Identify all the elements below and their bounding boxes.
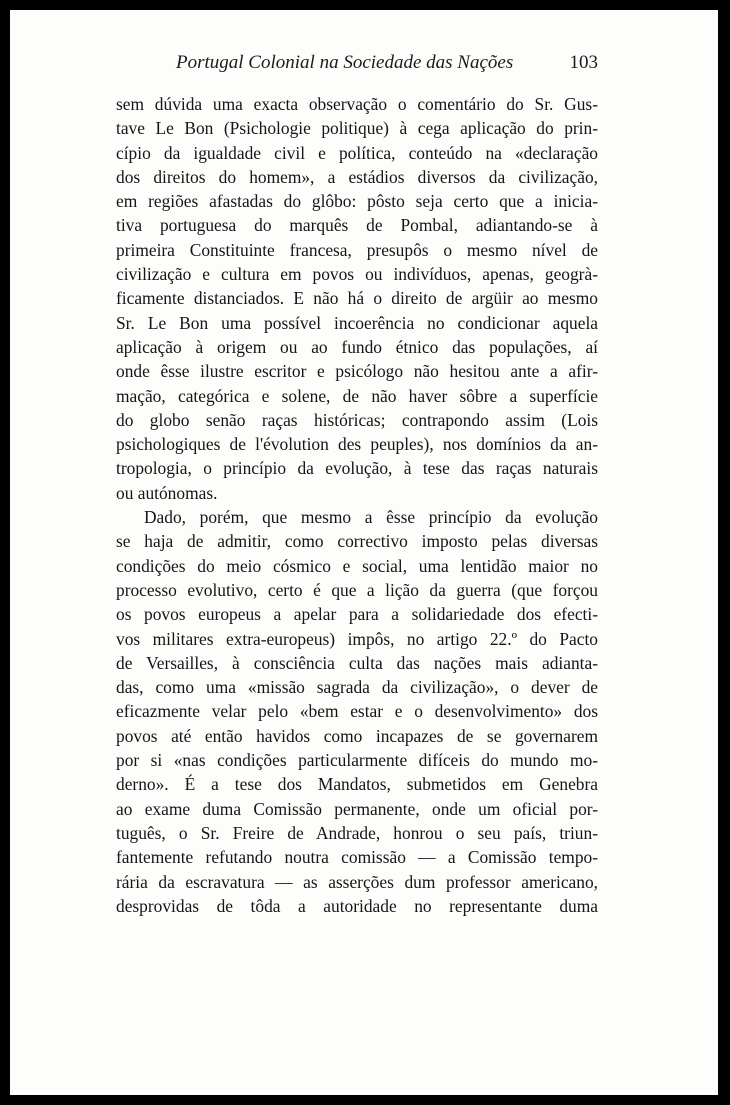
text-line: desprovidas de tôda a autoridade no representante duma <box>116 895 598 916</box>
paragraph <box>116 505 598 918</box>
text-line: Dado, porém, que mesmo a êsse princípio da evolução <box>144 507 598 528</box>
text-line: das, como uma «missão sagrada da civilização», o dever de <box>116 677 598 698</box>
text-line: tropologia, o princípio da evolução, à tese das raças naturais <box>116 458 598 479</box>
text-line: eficazmente velar pelo «bem estar e o desenvolvimento» dos <box>116 701 598 722</box>
text-line: Sr. Le Bon uma possível incoerência no condicionar aquela <box>116 312 598 333</box>
text-line: ao exame duma Comissão permanente, onde um oficial por- <box>116 798 598 819</box>
text-line: sem dúvida uma exacta observação o comentário do Sr. Gus- <box>116 94 598 114</box>
text-line: derno». É a tese dos Mandatos, submetidos em Genebra <box>116 774 598 795</box>
text-line: ficamente distanciados. E não há o direito de argüir ao mesmo <box>116 288 598 309</box>
text-line: tiva portuguesa do marquês de Pombal, adiantando-se à <box>116 215 598 236</box>
text-line: mação, categórica e solene, de não haver sôbre a superfície <box>116 385 598 406</box>
text-line: aplicação à origem ou ao fundo étnico das populações, aí <box>116 336 598 357</box>
text-line: processo evolutivo, certo é que a lição da guerra (que forçou <box>116 579 598 600</box>
text-line: rária da escravatura — as asserções dum professor americano, <box>116 871 598 892</box>
text-line: dos direitos do homem», a estádios diversos da civilização, <box>116 166 598 187</box>
text-line: cípio da igualdade civil e política, conteúdo na «declaração <box>116 142 598 163</box>
text-line: vos militares extra-europeus) impôs, no artigo 22.º do Pacto <box>116 628 598 649</box>
text-line: tave Le Bon (Psichologie politique) à cega aplicação do prin- <box>116 118 598 139</box>
body-text <box>116 92 598 918</box>
text-line: os povos europeus a apelar para a solidariedade dos efecti- <box>116 604 598 625</box>
book-page <box>10 10 718 1095</box>
text-line: ou autónomas. <box>116 482 218 503</box>
text-line: psichologiques de l'évolution des peuples), nos domínios da an- <box>116 434 598 455</box>
text-line: em regiões afastadas do glôbo: pôsto seja certo que a inicia- <box>116 191 598 212</box>
running-title: Portugal Colonial na Sociedade das Nações <box>176 52 514 73</box>
text-line: por si «nas condições particularmente difíceis do mundo mo- <box>116 750 598 771</box>
text-line: primeira Constituinte francesa, presupôs o mesmo nível de <box>116 239 598 260</box>
text-line: de Versailles, à consciência culta das nações mais adianta- <box>116 652 598 673</box>
text-line: fantemente refutando noutra comissão — a Comissão tempo- <box>116 847 598 868</box>
text-line: civilização e cultura em povos ou indivíduos, apenas, geogrà- <box>116 264 598 285</box>
paragraph <box>116 92 598 505</box>
page-number: 103 <box>569 52 598 73</box>
text-line: tuguês, o Sr. Freire de Andrade, honrou o seu país, triun- <box>116 822 598 843</box>
text-line: do globo senão raças históricas; contrapondo assim (Lois <box>116 409 598 430</box>
text-line: povos até então havidos como incapazes de se governarem <box>116 725 598 746</box>
text-line: se haja de admitir, como correctivo imposto pelas diversas <box>116 531 598 552</box>
text-line: onde êsse ilustre escritor e psicólogo não hesitou ante a afir- <box>116 361 598 382</box>
text-line: condições do meio cósmico e social, uma lentidão maior no <box>116 555 598 576</box>
